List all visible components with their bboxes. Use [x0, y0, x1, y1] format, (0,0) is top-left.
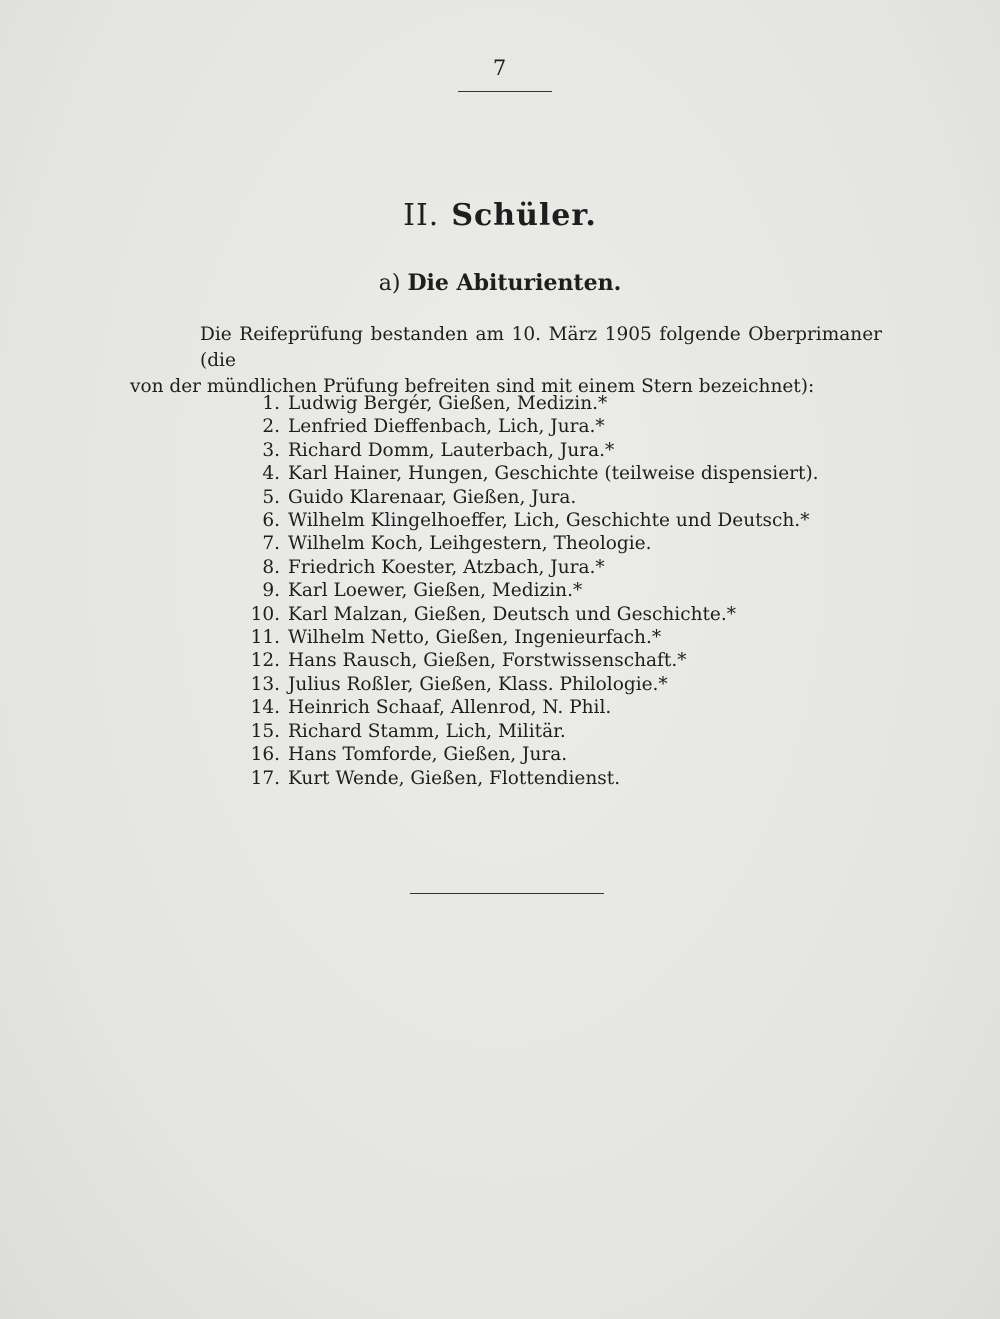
- list-item-text: Friedrich Koester, Atzbach, Jura.*: [288, 556, 605, 578]
- section-title-text: Schüler.: [451, 198, 597, 233]
- list-item: [240, 579, 819, 602]
- list-item-number: 7.: [262, 533, 280, 555]
- list-item-number: 10.: [250, 603, 280, 625]
- list-item-text: Wilhelm Koch, Leihgestern, Theologie.: [288, 533, 652, 555]
- list-item-text: Karl Malzan, Gießen, Deutsch und Geschichte.*: [288, 603, 736, 625]
- list-item-number: 1.: [262, 393, 280, 414]
- list-item: [240, 603, 819, 626]
- graduates-list: [240, 392, 819, 790]
- list-item-text: Julius Roßler, Gießen, Klass. Philologie.*: [288, 673, 668, 695]
- list-item: [240, 556, 819, 579]
- list-item-number: 16.: [250, 744, 280, 766]
- list-item-text: Kurt Wende, Gießen, Flottendienst.: [288, 767, 621, 789]
- list-item-text: Karl Hainer, Hungen, Geschichte (teilweise dispensiert).: [288, 463, 819, 485]
- section-title: [0, 198, 1000, 233]
- list-item: [240, 743, 819, 766]
- list-item-text: Wilhelm Netto, Gießen, Ingenieurfach.*: [288, 627, 662, 649]
- page-number-rule: [458, 91, 552, 92]
- list-item-number: 8.: [262, 556, 280, 578]
- list-item-text: Lenfried Dieffenbach, Lich, Jura.*: [288, 416, 605, 438]
- list-item: [240, 720, 819, 743]
- list-item-text: Richard Stamm, Lich, Militär.: [288, 720, 566, 742]
- section-roman-numeral: II.: [403, 198, 440, 233]
- subsection-title: [0, 270, 1000, 296]
- intro-paragraph: [130, 322, 882, 400]
- list-item: [240, 509, 819, 532]
- closing-rule: [410, 893, 604, 894]
- list-item-number: 3.: [262, 439, 280, 461]
- subsection-title-text: Die Abiturienten.: [407, 270, 622, 296]
- list-item: [240, 767, 819, 790]
- list-item-number: 4.: [262, 463, 280, 485]
- list-item: [240, 532, 819, 555]
- list-item-number: 15.: [250, 720, 280, 742]
- list-item-text: Hans Tomforde, Gießen, Jura.: [288, 744, 568, 766]
- list-item: [240, 392, 819, 415]
- list-item: [240, 439, 819, 462]
- list-item-text: Wilhelm Klingelhoeffer, Lich, Geschichte und Deutsch.*: [288, 510, 810, 532]
- list-item-text: Hans Rausch, Gießen, Forstwissenschaft.*: [288, 650, 687, 672]
- intro-line-2: von der mündlichen Prüfung befreiten sind mit einem Stern bezeichnet):: [130, 376, 815, 397]
- list-item: [240, 486, 819, 509]
- list-item-number: 2.: [262, 416, 280, 438]
- list-item-number: 11.: [250, 627, 280, 649]
- subsection-label: a): [378, 271, 401, 296]
- list-item: [240, 673, 819, 696]
- list-item-text: Heinrich Schaaf, Allenrod, N. Phil.: [288, 697, 612, 719]
- intro-line-1: Die Reifeprüfung bestanden am 10. März 1905 folgende Oberprimaner (die: [200, 324, 882, 371]
- list-item: [240, 415, 819, 438]
- list-item-number: 13.: [250, 673, 280, 695]
- list-item-number: 5.: [262, 486, 280, 508]
- list-item-number: 14.: [250, 697, 280, 719]
- list-item: [240, 696, 819, 719]
- list-item-number: 9.: [262, 580, 280, 602]
- list-item-number: 12.: [250, 650, 280, 672]
- list-item-number: 17.: [250, 767, 280, 789]
- page-number: 7: [492, 56, 508, 80]
- list-item-text: Ludwig Bergér, Gießen, Medizin.*: [288, 393, 608, 414]
- list-item-text: Richard Domm, Lauterbach, Jura.*: [288, 439, 615, 461]
- list-item: [240, 649, 819, 672]
- list-item: [240, 626, 819, 649]
- list-item-number: 6.: [262, 510, 280, 532]
- list-item-text: Karl Loewer, Gießen, Medizin.*: [288, 580, 583, 602]
- list-item-text: Guido Klarenaar, Gießen, Jura.: [288, 486, 577, 508]
- list-item: [240, 462, 819, 485]
